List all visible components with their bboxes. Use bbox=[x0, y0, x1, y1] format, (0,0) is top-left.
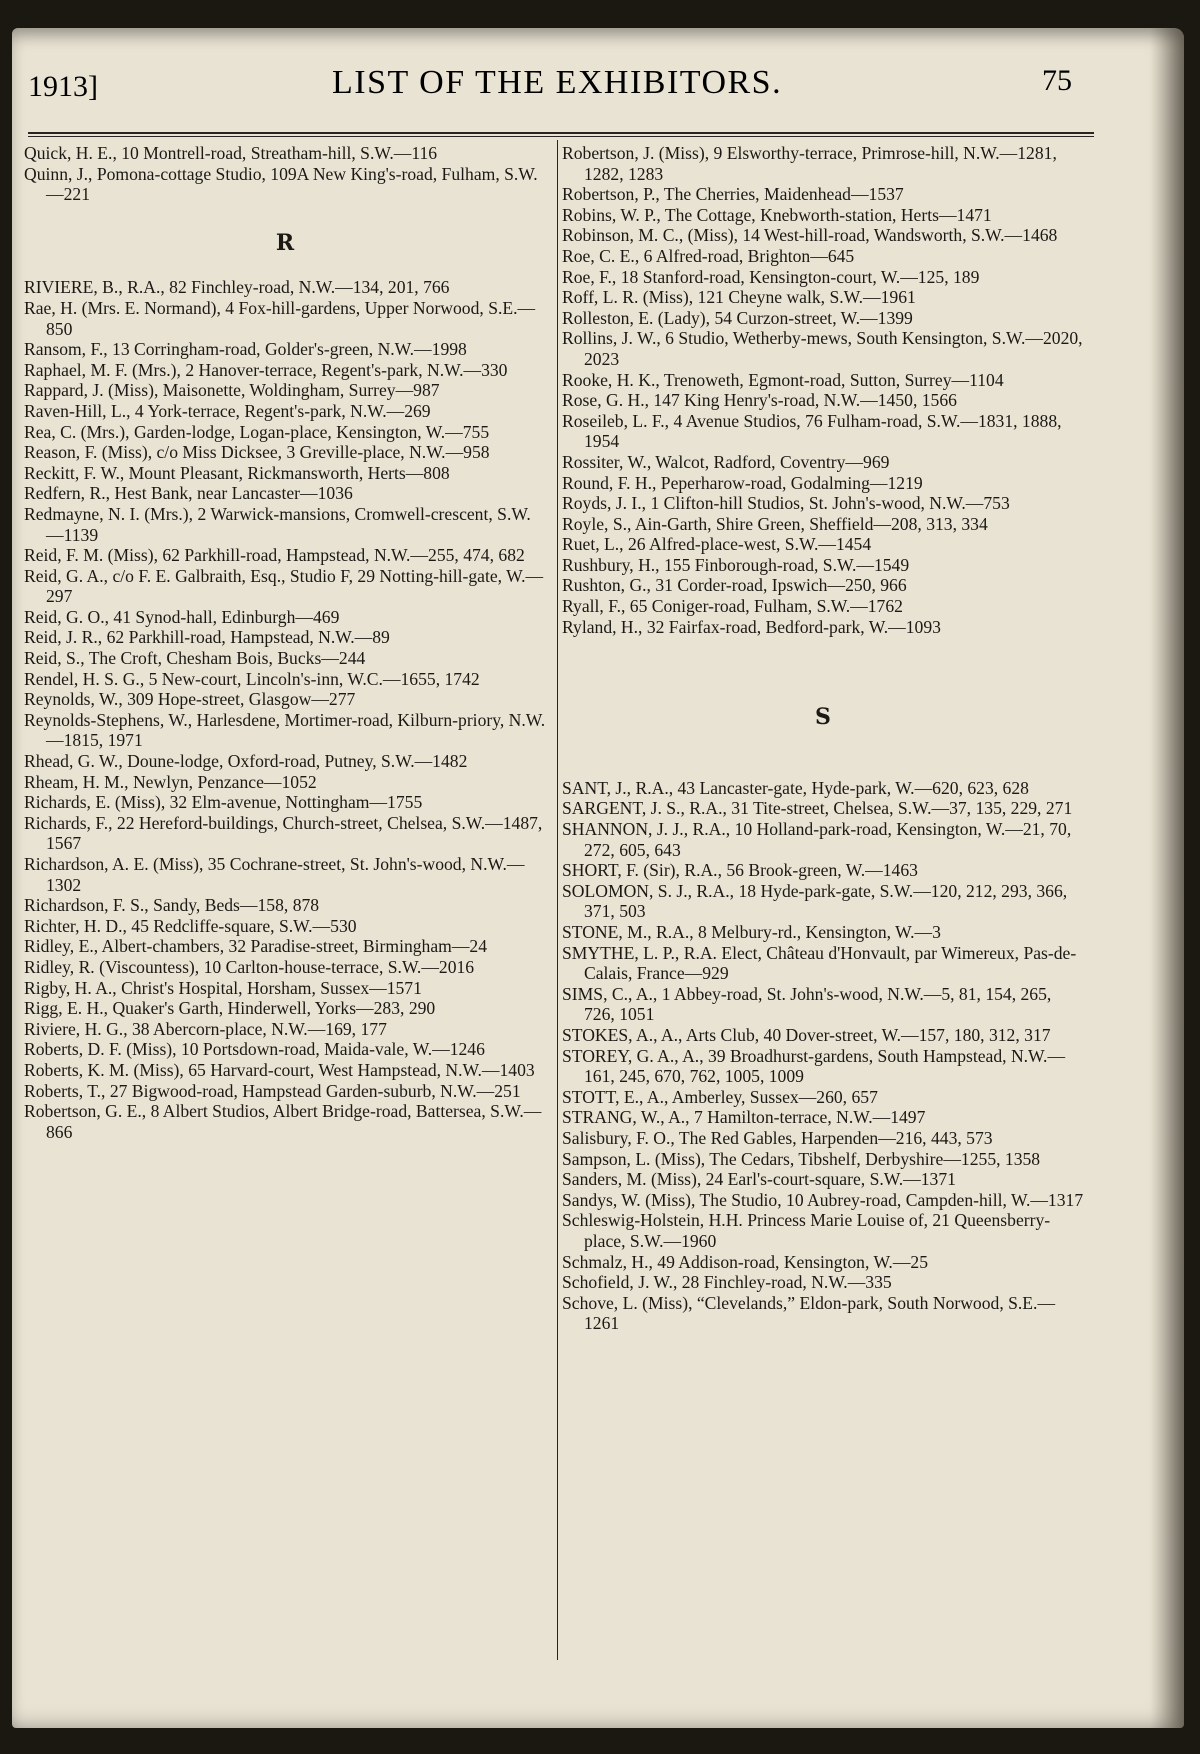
left-column bbox=[24, 143, 546, 1142]
list-item: Schmalz, H., 49 Addison-road, Kensington, W.—25 bbox=[562, 1251, 929, 1272]
list-item: SOLOMON, S. J., R.A., 18 Hyde-park-gate, S.W.—120, 212, 293, 366, 371, 503 bbox=[562, 880, 1068, 922]
list-item: Roff, L. R. (Miss), 121 Cheyne walk, S.W.—1961 bbox=[562, 287, 916, 308]
list-item: Reynolds-Stephens, W., Harlesdene, Mortimer-road, Kilburn-priory, N.W.—1815, 1971 bbox=[24, 709, 546, 751]
list-item: SARGENT, J. S., R.A., 31 Tite-street, Chelsea, S.W.—37, 135, 229, 271 bbox=[562, 798, 1073, 819]
list-item: Reynolds, W., 309 Hope-street, Glasgow—277 bbox=[24, 689, 356, 710]
r-entries-continued bbox=[562, 143, 1084, 637]
list-item: Rossiter, W., Walcot, Radford, Coventry—969 bbox=[562, 451, 890, 472]
list-item: Richter, H. D., 45 Redcliffe-square, S.W.—530 bbox=[24, 915, 357, 936]
list-item: Rendel, H. S. G., 5 New-court, Lincoln's-inn, W.C.—1655, 1742 bbox=[24, 668, 480, 689]
list-item: Reid, G. A., c/o F. E. Galbraith, Esq., Studio F, 29 Notting-hill-gate, W.—297 bbox=[24, 565, 544, 607]
list-item: Royds, J. I., 1 Clifton-hill Studios, St. John's-wood, N.W.—753 bbox=[562, 493, 1010, 514]
list-item: Rigg, E. H., Quaker's Garth, Hinderwell, Yorks—283, 290 bbox=[24, 998, 436, 1019]
list-item: Roseileb, L. F., 4 Avenue Studios, 76 Fulham-road, S.W.—1831, 1888, 1954 bbox=[562, 410, 1062, 452]
list-item: RIVIERE, B., R.A., 82 Finchley-road, N.W.—134, 201, 766 bbox=[24, 277, 450, 298]
list-item: Raven-Hill, L., 4 York-terrace, Regent's-park, N.W.—269 bbox=[24, 400, 431, 421]
list-item: Richardson, A. E. (Miss), 35 Cochrane-street, St. John's-wood, N.W.—1302 bbox=[24, 854, 525, 895]
list-item: Rushton, G., 31 Corder-road, Ipswich—250, 966 bbox=[562, 575, 907, 596]
list-item: STRANG, W., A., 7 Hamilton-terrace, N.W.—1497 bbox=[562, 1107, 926, 1128]
list-item: Ruet, L., 26 Alfred-place-west, S.W.—1454 bbox=[562, 534, 872, 555]
list-item: Roe, F., 18 Stanford-road, Kensington-court, W.—125, 189 bbox=[562, 266, 980, 287]
book-page bbox=[12, 28, 1184, 1728]
list-item: SHANNON, J. J., R.A., 10 Holland-park-road, Kensington, W.—21, 70, 272, 605, 643 bbox=[562, 819, 1072, 860]
list-item: STOREY, G. A., A., 39 Broadhurst-gardens, South Hampstead, N.W.—161, 245, 670, 762, 1005, 1009 bbox=[562, 1045, 1066, 1087]
list-item: SMYTHE, L. P., R.A. Elect, Château d'Honvault, par Wimereux, Pas-de-Calais, France—929 bbox=[562, 942, 1077, 984]
list-item: STONE, M., R.A., 8 Melbury-rd., Kensington, W.—3 bbox=[562, 922, 941, 942]
list-item: Raphael, M. F. (Mrs.), 2 Hanover-terrace, Regent's-park, N.W.—330 bbox=[24, 359, 508, 380]
list-item: Rigby, H. A., Christ's Hospital, Horsham, Sussex—1571 bbox=[24, 977, 422, 998]
list-item: Sanders, M. (Miss), 24 Earl's-court-square, S.W.—1371 bbox=[562, 1169, 956, 1190]
list-item: SHORT, F. (Sir), R.A., 56 Brook-green, W.—1463 bbox=[562, 860, 918, 881]
list-item: Ridley, E., Albert-chambers, 32 Paradise-street, Birmingham—24 bbox=[24, 936, 488, 957]
page-title: LIST OF THE EXHIBITORS. bbox=[332, 64, 783, 101]
list-item: Richards, E. (Miss), 32 Elm-avenue, Nottingham—1755 bbox=[24, 792, 423, 813]
list-item: Reid, F. M. (Miss), 62 Parkhill-road, Hampstead, N.W.—255, 474, 682 bbox=[24, 545, 525, 566]
list-item: Schofield, J. W., 28 Finchley-road, N.W.—335 bbox=[562, 1272, 892, 1293]
list-item: Redmayne, N. I. (Mrs.), 2 Warwick-mansions, Cromwell-crescent, S.W.—1139 bbox=[24, 503, 531, 545]
list-item: Royle, S., Ain-Garth, Shire Green, Sheffield—208, 313, 334 bbox=[562, 513, 988, 534]
list-item: Quick, H. E., 10 Montrell-road, Streatham-hill, S.W.—116 bbox=[24, 143, 438, 163]
list-item: Schove, L. (Miss), “Clevelands,” Eldon-park, South Norwood, S.E.—1261 bbox=[562, 1292, 1056, 1334]
list-item: Rea, C. (Mrs.), Garden-lodge, Logan-place, Kensington, W.—755 bbox=[24, 421, 490, 442]
list-item: Richards, F., 22 Hereford-buildings, Church-street, Chelsea, S.W.—1487, 1567 bbox=[24, 812, 543, 854]
list-item: Rooke, H. K., Trenoweth, Egmont-road, Sutton, Surrey—1104 bbox=[562, 369, 1004, 390]
list-item: SIMS, C., A., 1 Abbey-road, St. John's-wood, N.W.—5, 81, 154, 265, 726, 1051 bbox=[562, 983, 1052, 1025]
list-item: Salisbury, F. O., The Red Gables, Harpenden—216, 443, 573 bbox=[562, 1127, 993, 1148]
list-item: Ransom, F., 13 Corringham-road, Golder's-green, N.W.—1998 bbox=[24, 339, 467, 360]
list-item: Rheam, H. M., Newlyn, Penzance—1052 bbox=[24, 771, 317, 792]
list-item: Sampson, L. (Miss), The Cedars, Tibshelf, Derbyshire—1255, 1358 bbox=[562, 1148, 1041, 1169]
list-item: Rose, G. H., 147 King Henry's-road, N.W.—1450, 1566 bbox=[562, 390, 957, 411]
list-item: Reckitt, F. W., Mount Pleasant, Rickmansworth, Herts—808 bbox=[24, 462, 450, 483]
list-item: Roberts, K. M. (Miss), 65 Harvard-court, West Hampstead, N.W.—1403 bbox=[24, 1059, 535, 1080]
list-item: Reid, S., The Croft, Chesham Bois, Bucks—244 bbox=[24, 648, 366, 669]
list-item: Robinson, M. C., (Miss), 14 West-hill-road, Wandsworth, S.W.—1468 bbox=[562, 225, 1058, 246]
s-entries bbox=[562, 778, 1084, 1334]
list-item: Rae, H. (Mrs. E. Normand), 4 Fox-hill-gardens, Upper Norwood, S.E.—850 bbox=[24, 297, 536, 339]
list-item: STOTT, E., A., Amberley, Sussex—260, 657 bbox=[562, 1086, 878, 1107]
list-item: Riviere, H. G., 38 Abercorn-place, N.W.—169, 177 bbox=[24, 1018, 387, 1039]
list-item: Roe, C. E., 6 Alfred-road, Brighton—645 bbox=[562, 245, 855, 266]
list-item: Ridley, R. (Viscountess), 10 Carlton-house-terrace, S.W.—2016 bbox=[24, 956, 475, 977]
header-rule-thin bbox=[28, 136, 1094, 137]
list-item: Roberts, D. F. (Miss), 10 Portsdown-road, Maida-vale, W.—1246 bbox=[24, 1039, 485, 1060]
page-spine-shadow bbox=[1150, 28, 1184, 1728]
list-item: Reason, F. (Miss), c/o Miss Dicksee, 3 Greville-place, N.W.—958 bbox=[24, 442, 490, 463]
header-year: 1913] bbox=[28, 70, 98, 103]
header-rule bbox=[28, 132, 1094, 134]
right-column bbox=[562, 143, 1084, 1334]
list-item: Rushbury, H., 155 Finborough-road, S.W.—1549 bbox=[562, 554, 910, 575]
list-item: Schleswig-Holstein, H.H. Princess Marie Louise of, 21 Queensberry-place, S.W.—1960 bbox=[562, 1210, 1051, 1251]
list-item: Rolleston, E. (Lady), 54 Curzon-street, W.—1399 bbox=[562, 307, 913, 328]
r-entries bbox=[24, 277, 546, 1142]
column-divider bbox=[557, 140, 558, 1660]
list-item: Robertson, J. (Miss), 9 Elsworthy-terrace, Primrose-hill, N.W.—1281, 1282, 1283 bbox=[562, 143, 1057, 184]
list-item: Robins, W. P., The Cottage, Knebworth-station, Herts—1471 bbox=[562, 204, 992, 225]
list-item: Roberts, T., 27 Bigwood-road, Hampstead Garden-suburb, N.W.—251 bbox=[24, 1080, 521, 1101]
list-item: Redfern, R., Hest Bank, near Lancaster—1036 bbox=[24, 483, 353, 504]
section-letter-s: S bbox=[815, 704, 831, 731]
list-item: Rollins, J. W., 6 Studio, Wetherby-mews, South Kensington, S.W.—2020, 2023 bbox=[562, 328, 1083, 369]
list-item: Reid, G. O., 41 Synod-hall, Edinburgh—469 bbox=[24, 606, 340, 627]
list-item: Robertson, G. E., 8 Albert Studios, Albert Bridge-road, Battersea, S.W.—866 bbox=[24, 1101, 542, 1142]
list-item: Ryland, H., 32 Fairfax-road, Bedford-park, W.—1093 bbox=[562, 616, 941, 637]
list-item: Rhead, G. W., Doune-lodge, Oxford-road, Putney, S.W.—1482 bbox=[24, 751, 468, 772]
list-item: Richardson, F. S., Sandy, Beds—158, 878 bbox=[24, 895, 320, 916]
list-item: Sandys, W. (Miss), The Studio, 10 Aubrey-road, Campden-hill, W.—1317 bbox=[562, 1189, 1084, 1210]
list-item: SANT, J., R.A., 43 Lancaster-gate, Hyde-park, W.—620, 623, 628 bbox=[562, 777, 1029, 798]
list-item: Robertson, P., The Cherries, Maidenhead—1537 bbox=[562, 184, 904, 205]
list-item: Reid, J. R., 62 Parkhill-road, Hampstead, N.W.—89 bbox=[24, 627, 390, 648]
section-letter-r: R bbox=[275, 229, 295, 256]
list-item: STOKES, A., A., Arts Club, 40 Dover-street, W.—157, 180, 312, 317 bbox=[562, 1024, 1051, 1045]
list-item: Round, F. H., Peperharow-road, Godalming—1219 bbox=[562, 472, 923, 493]
list-item: Rappard, J. (Miss), Maisonette, Woldingham, Surrey—987 bbox=[24, 380, 440, 401]
page-number: 75 bbox=[1042, 64, 1072, 97]
list-item: Ryall, F., 65 Coniger-road, Fulham, S.W.—1762 bbox=[562, 596, 903, 617]
list-item: Quinn, J., Pomona-cottage Studio, 109A New King's-road, Fulham, S.W.—221 bbox=[24, 163, 538, 205]
